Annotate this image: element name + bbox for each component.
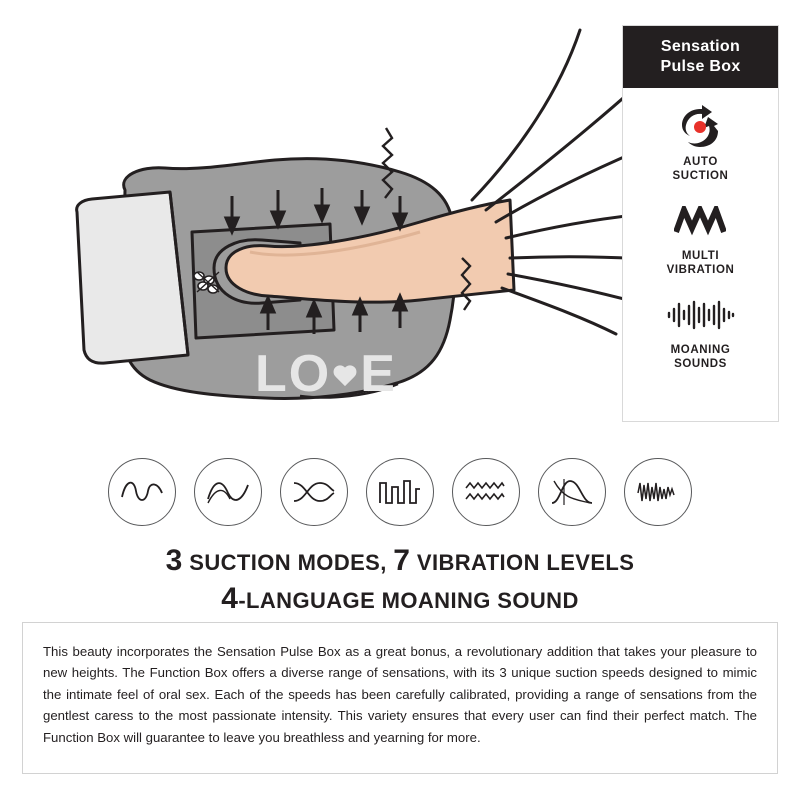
headline-line-1 bbox=[0, 542, 800, 580]
feature-auto-suction-label bbox=[673, 155, 729, 184]
feature-moaning-sounds-label-line2: SOUNDS bbox=[674, 357, 727, 370]
pulse-box-title-line1: Sensation bbox=[660, 38, 741, 55]
mode-waveform-cross bbox=[280, 458, 348, 526]
waveform-zigzag-icon bbox=[464, 477, 508, 507]
waveform-curve-icon bbox=[550, 477, 594, 507]
moaning-sounds-icon bbox=[666, 292, 736, 338]
sensation-pulse-box bbox=[622, 25, 779, 422]
headline-suction-count: 3 bbox=[165, 544, 183, 577]
mode-waveform-zigzag bbox=[452, 458, 520, 526]
mode-waveform-square bbox=[366, 458, 434, 526]
mode-waveform-curve bbox=[538, 458, 606, 526]
headline-language-text: -LANGUAGE MOANING SOUND bbox=[238, 587, 579, 613]
feature-multi-vibration-label-line1: MULTI bbox=[681, 249, 720, 262]
waveform-wave-icon bbox=[206, 477, 250, 507]
feature-auto-suction-label-line2: SUCTION bbox=[672, 170, 729, 183]
headline-suction-text: SUCTION MODES, bbox=[182, 550, 394, 575]
feature-auto-suction-label-line1: AUTO bbox=[683, 156, 718, 168]
multi-vibration-icon bbox=[674, 198, 726, 244]
feature-moaning-sounds bbox=[666, 292, 736, 372]
pulse-box-header bbox=[623, 26, 778, 88]
description-panel bbox=[22, 622, 778, 774]
feature-auto-suction bbox=[673, 104, 729, 184]
waveform-dense-icon bbox=[636, 477, 680, 507]
pulse-box-title-line2: Pulse Box bbox=[660, 58, 741, 75]
mode-waveform-wave bbox=[194, 458, 262, 526]
headline-line-2 bbox=[0, 580, 800, 618]
mode-waveform-sine bbox=[108, 458, 176, 526]
headline-vibration-count: 7 bbox=[393, 544, 411, 577]
feature-moaning-sounds-label bbox=[671, 343, 731, 372]
headline-vibration-text: VIBRATION LEVELS bbox=[410, 550, 635, 575]
waveform-sine-icon bbox=[120, 477, 164, 507]
auto-suction-icon bbox=[677, 104, 723, 150]
headline-language-count: 4 bbox=[221, 581, 239, 615]
watermark-suffix: E bbox=[360, 345, 397, 403]
watermark-prefix: LO bbox=[255, 345, 332, 403]
waveform-cross-icon bbox=[292, 477, 336, 507]
description-text: This beauty incorporates the Sensation Pulse Box as a great bonus, a revolutionary addition that takes your pleasure to new heights. The Function Box offers a diverse range of sensations, with its 3 unique suction speeds designed to mimic the intimate feel of oral sex. Each of the speeds has been carefully calibrated, providing a range of sensations from the gentlest caress to the most passionate intensity. This variety ensures that every user can find their perfect match. The Function Box will guarantee to leave you breathless and yearning for more. bbox=[43, 644, 757, 745]
mode-waveform-dense bbox=[624, 458, 692, 526]
vibration-mode-row bbox=[0, 452, 800, 532]
pulse-box-features bbox=[623, 88, 778, 385]
waveform-square-icon bbox=[378, 477, 422, 507]
device-cap bbox=[77, 192, 188, 363]
feature-moaning-sounds-label-line1: MOANING bbox=[670, 343, 731, 356]
feature-multi-vibration bbox=[667, 198, 735, 278]
headline bbox=[0, 542, 800, 617]
feature-multi-vibration-label-line2: VIBRATION bbox=[666, 264, 735, 277]
feature-multi-vibration-label bbox=[667, 249, 735, 278]
